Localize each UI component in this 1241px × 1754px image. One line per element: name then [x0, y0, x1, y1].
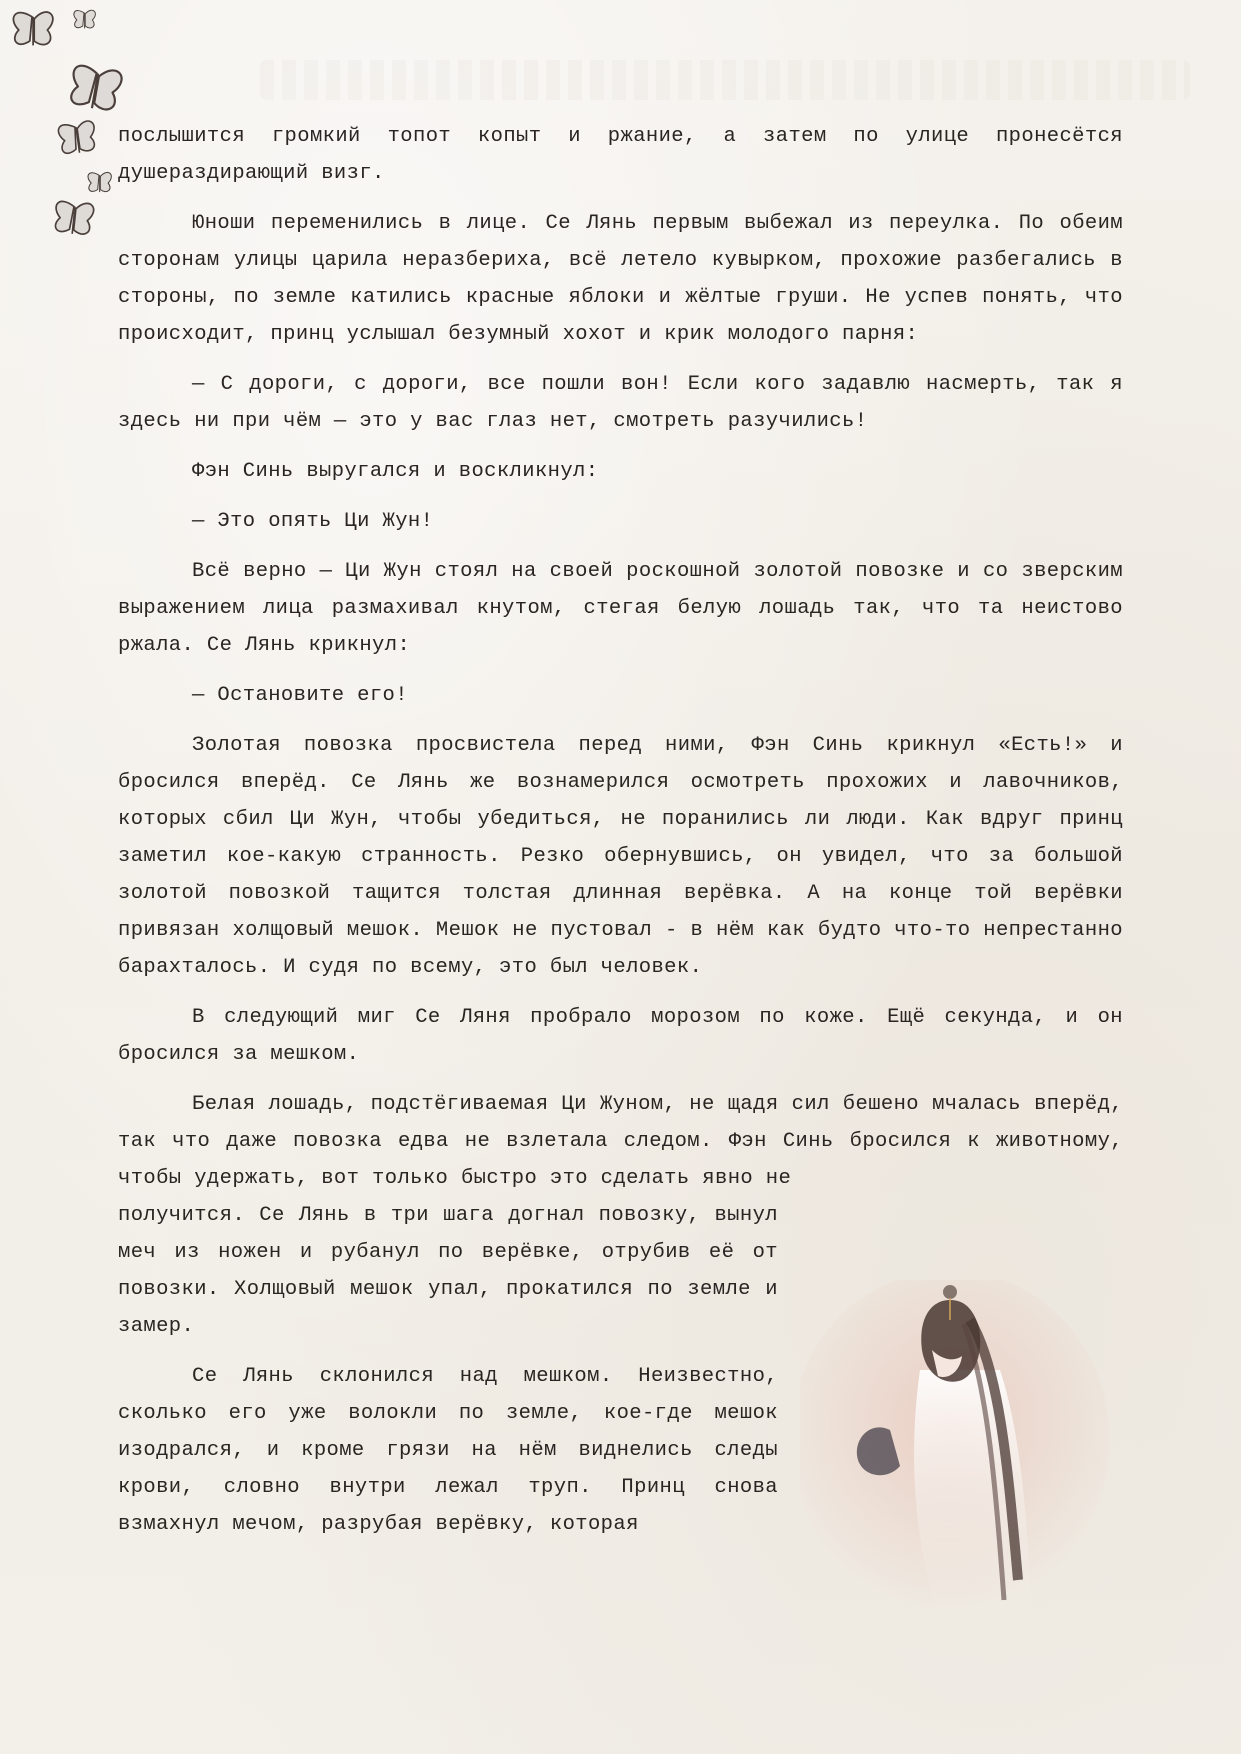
- paragraph: Фэн Синь выругался и воскликнул:: [192, 460, 599, 483]
- butterfly-icon: [13, 12, 52, 45]
- butterfly-icon: [88, 172, 111, 192]
- paragraph: Всё верно — Ци Жун стоял на своей роскошной золотой повозке и со зверским выражением лица размахивал кнутом, стегая белую лошадь так, что та неистово ржала. Се Лянь крикнул:: [118, 560, 1123, 657]
- paragraph: Белая лошадь, подстёгиваемая Ци Жуном, не щадя сил бешено мчалась вперёд, так что даже повозка едва не взлетала следом. Фэн Синь бросился к животному, чтобы удержать, вот только быстро это сделать явно не: [118, 1093, 1123, 1190]
- paragraph: получится. Се Лянь в три шага догнал повозку, вынул меч из ножен и рубанул по верёвке, отрубив её от повозки. Холщовый мешок упал, прокатился по земле и замер.: [118, 1204, 778, 1338]
- butterfly-icon: [68, 64, 123, 113]
- paragraph: Золотая повозка просвистела перед ними, Фэн Синь крикнул «Есть!» и бросился вперёд. Се Лянь же вознамерился осмотреть прохожих и лавочников, которых сбил Ци Жун, чтобы убедиться, не поранились ли люди. Как вдруг принц заметил кое-какую странность. Резко обернувшись, он увидел, что за большой золотой повозкой тащится толстая длинная верёвка. А на конце той верёвки привязан холщовый мешок. Мешок не пустовал - в нём как будто что-то непрестанно барахталось. И судя по всему, это был человек.: [118, 734, 1123, 979]
- paragraph: послышится громкий топот копыт и ржание, а затем по улице пронесётся душераздирающий визг.: [118, 125, 1123, 185]
- butterfly-icon: [74, 10, 96, 28]
- illustration-figures: [800, 1280, 1130, 1640]
- faded-header-texture: [260, 60, 1190, 100]
- dialogue-line: — С дороги, с дороги, все пошли вон! Если кого задавлю насмерть, так я здесь ни при чём — это у вас глаз нет, смотреть разучились!: [118, 373, 1123, 433]
- paragraph: Се Лянь склонился над мешком. Неизвестно, сколько его уже волокли по земле, кое-где мешок изодрался, и кроме грязи на нём виднелись следы крови, словно внутри лежал труп. Принц снова взмахнул мечом, разрубая верёвку, которая: [118, 1365, 778, 1536]
- butterfly-icon: [58, 120, 98, 155]
- dialogue-line: — Остановите его!: [192, 684, 408, 707]
- paragraph: Юноши переменились в лице. Се Лянь первым выбежал из переулка. По обеим сторонам улицы царила неразбериха, всё летело кувырком, прохожие разбегались в стороны, по земле катились красные яблоки и жёлтые груши. Не успев понять, что происходит, принц услышал безумный хохот и крик молодого парня:: [118, 212, 1123, 346]
- butterfly-icon: [54, 200, 95, 236]
- paragraph: В следующий миг Се Ляня пробрало морозом по коже. Ещё секунда, и он бросился за мешком.: [118, 1006, 1123, 1066]
- dialogue-line: — Это опять Ци Жун!: [192, 510, 434, 533]
